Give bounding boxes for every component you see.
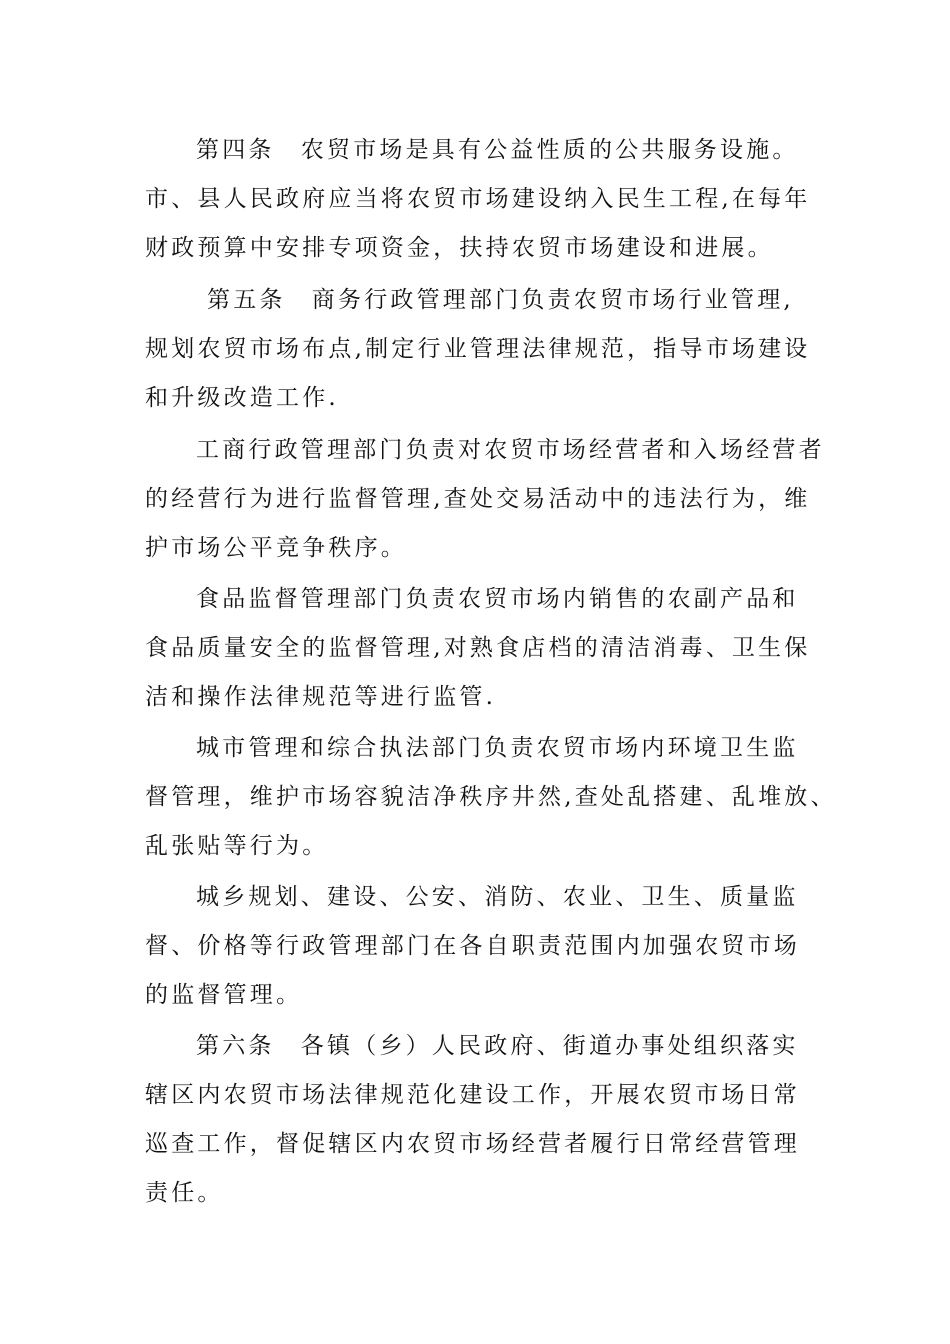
article-6-line-2: 辖区内农贸市场法律规范化建设工作，开展农贸市场日常: [145, 1082, 800, 1108]
paragraph-commerce-line-1: 工商行政管理部门负责对农贸市场经营者和入场经营者: [196, 437, 825, 463]
article-6-line-3: 巡查工作，督促辖区内农贸市场经营者履行日常经营管理: [145, 1131, 800, 1157]
paragraph-other-line-2: 督、价格等行政管理部门在各自职责范围内加强农贸市场: [145, 933, 800, 959]
paragraph-commerce-line-3: 护市场公平竞争秩序。: [145, 535, 407, 561]
paragraph-other-line-3: 的监督管理。: [145, 982, 303, 1008]
paragraph-city-line-3: 乱张贴等行为。: [145, 833, 329, 859]
article-4-line-1: 第四条 农贸市场是具有公益性质的公共服务设施。: [196, 137, 799, 163]
article-5-line-2: 规划农贸市场布点,制定行业管理法律规范，指导市场建设: [145, 336, 811, 362]
paragraph-food-line-2: 食品质量安全的监督管理,对熟食店档的清洁消毒、卫生保: [145, 635, 811, 661]
article-4-line-3: 财政预算中安排专项资金，扶持农贸市场建设和进展。: [145, 235, 774, 261]
paragraph-commerce-line-2: 的经营行为进行监督管理,查处交易活动中的违法行为，维: [145, 486, 811, 512]
article-4-line-2: 市、县人民政府应当将农贸市场建设纳入民生工程,在每年: [145, 186, 811, 212]
paragraph-other-line-1: 城乡规划、建设、公安、消防、农业、卫生、质量监: [196, 884, 799, 910]
article-6-line-4: 责任。: [145, 1180, 224, 1206]
paragraph-city-line-2: 督管理，维护市场容貌洁净秩序井然,查处乱搭建、乱堆放、: [145, 784, 837, 810]
paragraph-food-line-3: 洁和操作法律规范等进行监管.: [145, 684, 497, 710]
article-6-line-1: 第六条 各镇（乡）人民政府、街道办事处组织落实: [196, 1033, 799, 1059]
article-5-line-3: 和升级改造工作.: [145, 385, 339, 411]
paragraph-city-line-1: 城市管理和综合执法部门负责农贸市场内环境卫生监: [196, 735, 799, 761]
article-5-line-1: 第五条 商务行政管理部门负责农贸市场行业管理,: [207, 287, 794, 313]
paragraph-food-line-1: 食品监督管理部门负责农贸市场内销售的农副产品和: [196, 586, 799, 612]
